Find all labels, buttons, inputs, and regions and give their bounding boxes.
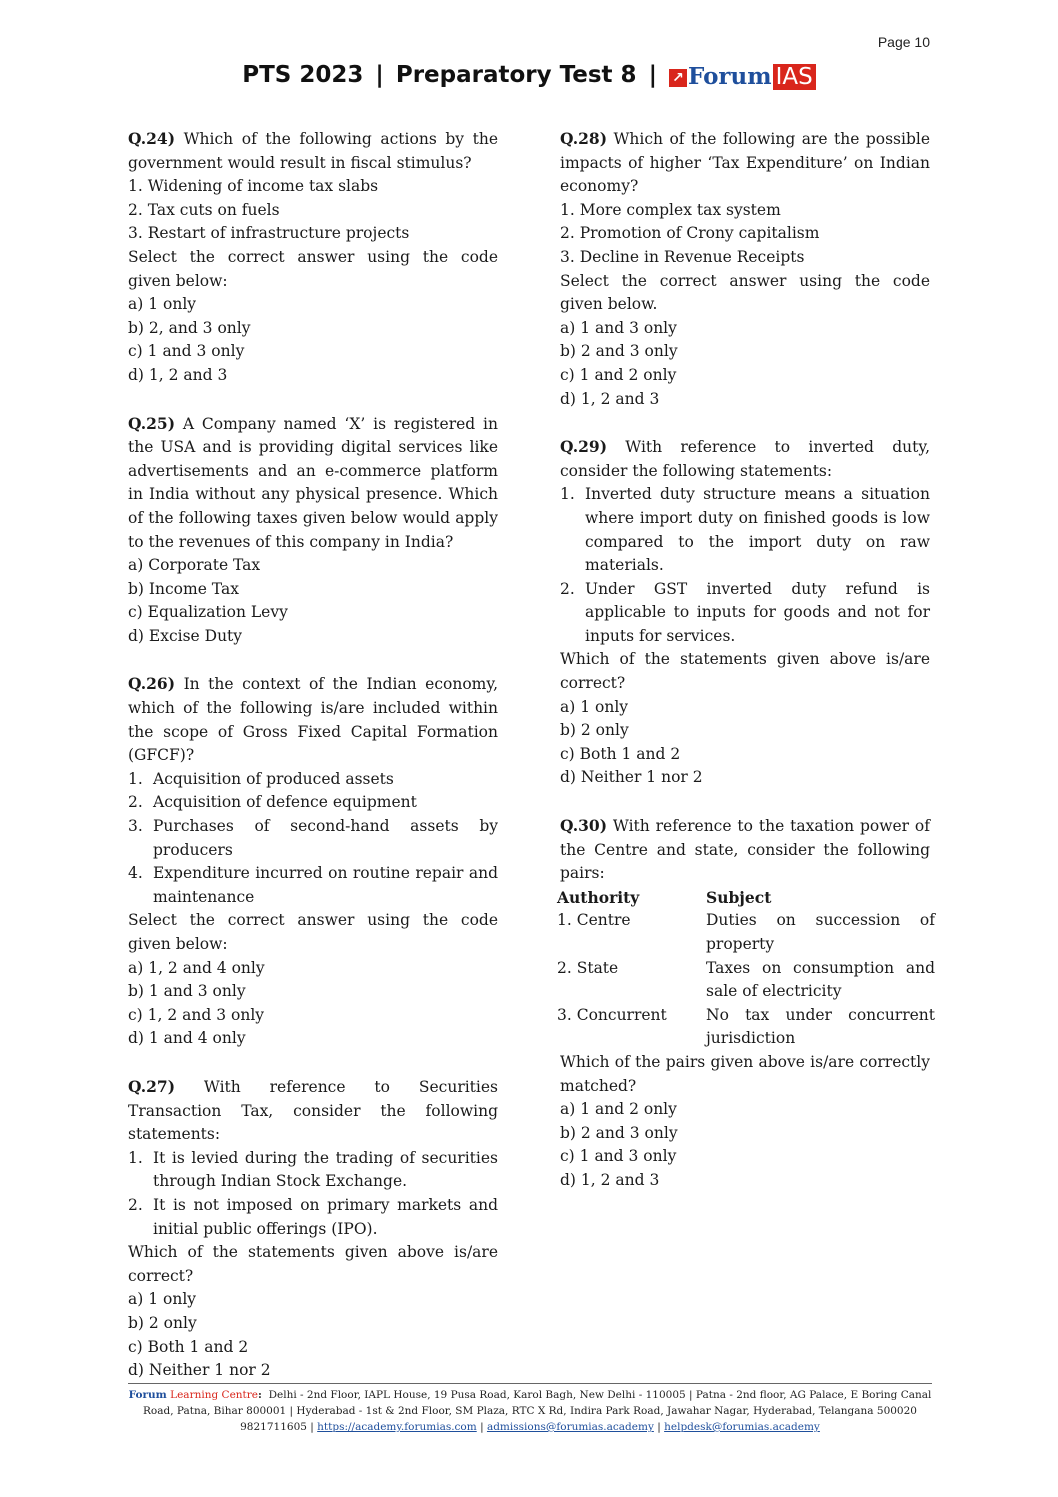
- footer-address-line: [128, 1387, 932, 1403]
- statement-text: Inverted duty structure means a situation where import duty on finished goods is low compared to the import duty on raw materials.: [585, 485, 930, 575]
- option-d[interactable]: d) 1, 2 and 3: [560, 389, 660, 408]
- statement-text: Acquisition of defence equipment: [153, 793, 417, 812]
- table-cell: 3. Concurrent: [557, 1005, 667, 1024]
- list-item: 3. Decline in Revenue Receipts: [560, 247, 805, 266]
- header-title: PTS 2023: [242, 62, 364, 88]
- item-list: [128, 175, 498, 246]
- statement-list: [560, 483, 930, 648]
- question-text: Which of the following are the possible impacts of higher ‘Tax Expenditure’ on Indian economy?: [560, 130, 930, 196]
- page-header: [0, 62, 1058, 90]
- table-header-row: [557, 886, 937, 910]
- statement-number: 2.: [128, 1195, 143, 1214]
- statement-item: [128, 815, 498, 862]
- option-c[interactable]: c) 1 and 3 only: [560, 1147, 677, 1166]
- footer-address-1: Delhi - 2nd Floor, IAPL House, 19 Pusa Road, Karol Bagh, New Delhi - 110005 | Patna - 2nd floor, AG Palace, E Boring Canal: [268, 1389, 932, 1401]
- option-b[interactable]: b) 2 only: [560, 721, 629, 740]
- question-stem: [128, 412, 498, 555]
- item-list: [560, 199, 930, 270]
- footer-phone: 9821711605: [240, 1421, 307, 1433]
- statement-text: Acquisition of produced assets: [153, 769, 394, 788]
- header-subtitle: Preparatory Test 8: [395, 62, 637, 88]
- table-cell: No tax under concurrent jurisdiction: [706, 1005, 935, 1048]
- statement-number: 2.: [560, 579, 575, 598]
- option-d[interactable]: d) 1, 2 and 3: [560, 1170, 660, 1189]
- question-27: [128, 1075, 498, 1383]
- statement-item: [128, 1147, 498, 1194]
- left-column: [128, 127, 498, 1407]
- option-c[interactable]: c) 1 and 2 only: [560, 365, 677, 384]
- option-b[interactable]: b) 2 and 3 only: [560, 1123, 678, 1142]
- column-header-authority: Authority: [557, 887, 640, 907]
- statement-text: It is levied during the trading of securities through Indian Stock Exchange.: [153, 1148, 498, 1191]
- option-d[interactable]: d) 1 and 4 only: [128, 1029, 246, 1048]
- question-number: Q.27): [128, 1076, 176, 1096]
- instruction-text: Select the correct answer using the code given below:: [128, 247, 498, 290]
- statement-list: [128, 768, 498, 910]
- option-b[interactable]: b) 2, and 3 only: [128, 318, 251, 337]
- option-b[interactable]: b) 2 and 3 only: [560, 342, 678, 361]
- option-c[interactable]: c) 1 and 3 only: [128, 342, 245, 361]
- question-stem: [560, 435, 930, 483]
- footer-colon: :: [258, 1389, 262, 1401]
- page-footer: [128, 1387, 932, 1435]
- question-text: With reference to inverted duty, consider the following statements:: [560, 438, 930, 480]
- question-stem: [128, 1075, 498, 1147]
- question-stem: [128, 672, 498, 767]
- question-text: With reference to the taxation power of the Centre and state, consider the following pairs:: [560, 817, 930, 883]
- list-item: 1. More complex tax system: [560, 200, 781, 219]
- page-number: Page 10: [877, 34, 930, 50]
- academy-link[interactable]: https://academy.forumias.com: [317, 1421, 477, 1433]
- option-a[interactable]: a) 1, 2 and 4 only: [128, 958, 265, 977]
- statement-number: 1.: [128, 769, 143, 788]
- logo-forum-text: Forum: [688, 63, 772, 90]
- statement-number: 1.: [560, 485, 575, 504]
- statement-text: It is not imposed on primary markets and initial public offerings (IPO).: [153, 1195, 498, 1238]
- statement-item: [560, 483, 930, 577]
- statement-item: [560, 578, 930, 649]
- footer-separator: |: [480, 1421, 484, 1433]
- list-item: 2. Tax cuts on fuels: [128, 200, 280, 219]
- question-text: A Company named ‘X’ is registered in the USA and is providing digital services like advertisements and an e-commerce platform in India without any physical presence. Which of the following taxes given below would apply to the revenues of this company in India?: [128, 414, 498, 551]
- instruction-text: Which of the statements given above is/are correct?: [128, 1243, 498, 1285]
- column-header-subject: Subject: [706, 887, 772, 907]
- option-d[interactable]: d) Neither 1 nor 2: [128, 1361, 271, 1380]
- option-d[interactable]: d) 1, 2 and 3: [128, 365, 228, 384]
- footer-brand-forum: Forum: [128, 1389, 167, 1401]
- statement-item: [128, 768, 498, 792]
- option-a[interactable]: a) 1 only: [128, 1290, 197, 1309]
- list-item: 2. Promotion of Crony capitalism: [560, 224, 820, 243]
- question-28: [560, 127, 930, 411]
- footer-contact-line: [128, 1419, 932, 1435]
- table-row: [557, 957, 937, 1004]
- question-25: [128, 412, 498, 649]
- statement-text: Expenditure incurred on routine repair and maintenance: [153, 864, 498, 906]
- footer-brand-learning-centre: Learning Centre: [170, 1389, 258, 1401]
- option-c[interactable]: c) 1, 2 and 3 only: [128, 1005, 265, 1024]
- statement-list: [128, 1147, 498, 1241]
- admissions-email-link[interactable]: admissions@forumias.academy: [486, 1421, 654, 1433]
- list-item: 3. Restart of infrastructure projects: [128, 224, 410, 243]
- question-number: Q.24): [128, 129, 176, 148]
- question-26: [128, 672, 498, 1051]
- statement-number: 4.: [128, 864, 143, 883]
- table-cell: 1. Centre: [557, 911, 631, 930]
- helpdesk-email-link[interactable]: helpdesk@forumias.academy: [664, 1421, 820, 1433]
- right-column: [557, 127, 935, 1217]
- footer-separator: |: [657, 1421, 661, 1433]
- statement-number: 1.: [128, 1148, 143, 1167]
- option-a[interactable]: a) 1 only: [560, 697, 629, 716]
- question-number: Q.26): [128, 674, 176, 694]
- statement-item: [128, 1194, 498, 1241]
- header-separator: |: [648, 62, 657, 88]
- logo-ias-text: IAS: [773, 64, 816, 90]
- footer-address-2: Road, Patna, Bihar 800001 | Hyderabad - 1st & 2nd Floor, SM Plaza, RTC X Rd, Indira Park Road, Jawahar Nagar, Hyderabad, Telangana 500020: [143, 1405, 917, 1417]
- table-row: [557, 1004, 937, 1051]
- table-row: [557, 909, 937, 956]
- question-stem: [128, 127, 498, 175]
- list-item: 1. Widening of income tax slabs: [128, 177, 379, 196]
- pairs-table: [557, 886, 937, 1051]
- table-cell: Taxes on consumption and sale of electricity: [706, 958, 935, 1001]
- question-number: Q.30): [560, 816, 608, 836]
- option-c[interactable]: c) Equalization Levy: [128, 603, 288, 622]
- statement-item: [128, 862, 498, 909]
- footer-separator: |: [310, 1421, 314, 1433]
- statement-number: 2.: [128, 793, 143, 812]
- question-text: With reference to Securities Transaction Tax, consider the following statements:: [128, 1077, 498, 1144]
- instruction-text: Select the correct answer using the code given below.: [560, 271, 930, 314]
- instruction-text: Which of the pairs given above is/are correctly matched?: [560, 1052, 930, 1095]
- option-a[interactable]: a) 1 and 3 only: [560, 318, 677, 337]
- option-b[interactable]: b) 1 and 3 only: [128, 982, 246, 1001]
- question-stem: [560, 127, 930, 199]
- option-c[interactable]: c) Both 1 and 2: [128, 1337, 249, 1356]
- question-text: Which of the following actions by the government would result in fiscal stimulus?: [128, 130, 498, 172]
- question-text: In the context of the Indian economy, which of the following is/are included within the scope of Gross Fixed Capital Formation (GFCF)?: [128, 675, 499, 765]
- option-d[interactable]: d) Excise Duty: [128, 626, 243, 645]
- question-number: Q.29): [560, 437, 608, 457]
- instruction-text: Which of the statements given above is/are correct?: [560, 650, 930, 693]
- footer-divider: [128, 1383, 932, 1384]
- table-cell: 2. State: [557, 958, 619, 977]
- option-d[interactable]: d) Neither 1 nor 2: [560, 768, 703, 787]
- table-cell: Duties on succession of property: [706, 911, 935, 953]
- question-number: Q.28): [560, 129, 608, 148]
- statement-text: Purchases of second-hand assets by producers: [153, 817, 498, 859]
- statement-number: 3.: [128, 817, 143, 836]
- header-separator: |: [375, 62, 384, 88]
- statement-text: Under GST inverted duty refund is applicable to inputs for goods and not for inputs for services.: [585, 579, 930, 645]
- question-stem: [560, 814, 930, 886]
- forumias-logo: [669, 63, 816, 90]
- option-a[interactable]: a) 1 and 2 only: [560, 1100, 677, 1119]
- statement-item: [128, 791, 498, 815]
- option-a[interactable]: a) 1 only: [128, 295, 197, 314]
- option-b[interactable]: b) 2 only: [128, 1313, 197, 1332]
- instruction-text: Select the correct answer using the code given below:: [128, 911, 498, 953]
- question-30: [557, 814, 935, 1193]
- option-b[interactable]: b) Income Tax: [128, 579, 239, 598]
- question-24: [128, 127, 498, 388]
- question-number: Q.25): [128, 413, 176, 433]
- option-c[interactable]: c) Both 1 and 2: [560, 744, 681, 763]
- option-a[interactable]: a) Corporate Tax: [128, 556, 261, 575]
- arrow-up-right-icon: ↗: [669, 69, 687, 87]
- question-29: [560, 435, 930, 790]
